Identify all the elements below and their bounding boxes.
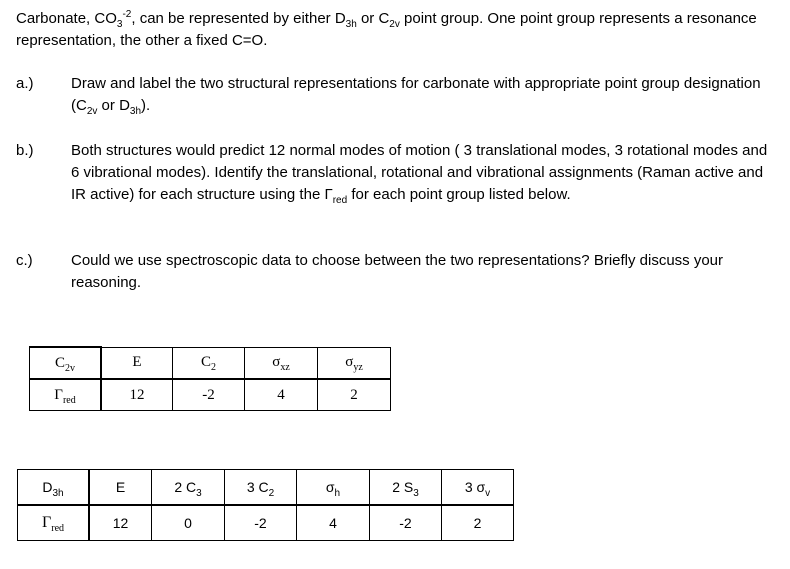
header-cell: E <box>101 347 173 379</box>
question-letter: a.) <box>16 75 34 92</box>
header-cell: 3 $\sigma_v$ <box>442 470 514 506</box>
question-text: Could we use spectroscopic data to choose between the two representations? Briefly discuss your reasoning. <box>71 252 724 291</box>
question-letter: b.) <box>16 142 34 159</box>
value-cell: 2 <box>442 505 514 541</box>
point-group-label: $C_{2v}$ <box>30 347 102 379</box>
header-cell: 2 $S_3$ <box>370 470 442 506</box>
question-text: Draw and label the two structural representations for carbonate with appropriate point group designation ($C_{2v}$ or $D_{3h}$). <box>71 75 761 117</box>
gamma-red-label: $\Gamma_{red}$ <box>30 379 102 411</box>
header-cell: $\sigma_h$ <box>297 470 370 506</box>
header-cell: $C_2$ <box>173 347 245 379</box>
header-cell: $\sigma_{xz}$ <box>245 347 318 379</box>
problem-intro: Carbonate, $CO_3^{-2}$, can be represented by either $D_{3h}$ or $C_{2v}$ point group. One point group represents a resonance representation, the other a fixed C=O. <box>16 9 757 49</box>
value-cell: 12 <box>101 379 173 411</box>
value-cell: -2 <box>370 505 442 541</box>
value-cell: 2 <box>318 379 391 411</box>
value-cell: 4 <box>297 505 370 541</box>
gamma-red-label: $\Gamma_{red}$ <box>18 505 90 541</box>
question-text: Both structures would predict 12 normal modes of motion ( 3 translational modes, 3 rotational modes and 6 vibrational modes). Identify the translational, rotational and vibrational assignments (Raman active and IR active) for each structure using the $\Gamma_{red}$ for each point group listed below. <box>71 142 768 206</box>
c2v-reducible-representation-table <box>29 346 391 411</box>
header-cell: E <box>89 470 152 506</box>
header-cell: 2 $C_3$ <box>152 470 225 506</box>
value-cell: 0 <box>152 505 225 541</box>
header-cell: 3 $C_2$ <box>225 470 297 506</box>
value-cell: -2 <box>173 379 245 411</box>
header-cell: $\sigma_{yz}$ <box>318 347 391 379</box>
value-cell: -2 <box>225 505 297 541</box>
value-cell: 4 <box>245 379 318 411</box>
question-letter: c.) <box>16 252 33 269</box>
value-cell: 12 <box>89 505 152 541</box>
point-group-label: $D_{3h}$ <box>18 470 90 506</box>
d3h-reducible-representation-table <box>17 469 514 541</box>
